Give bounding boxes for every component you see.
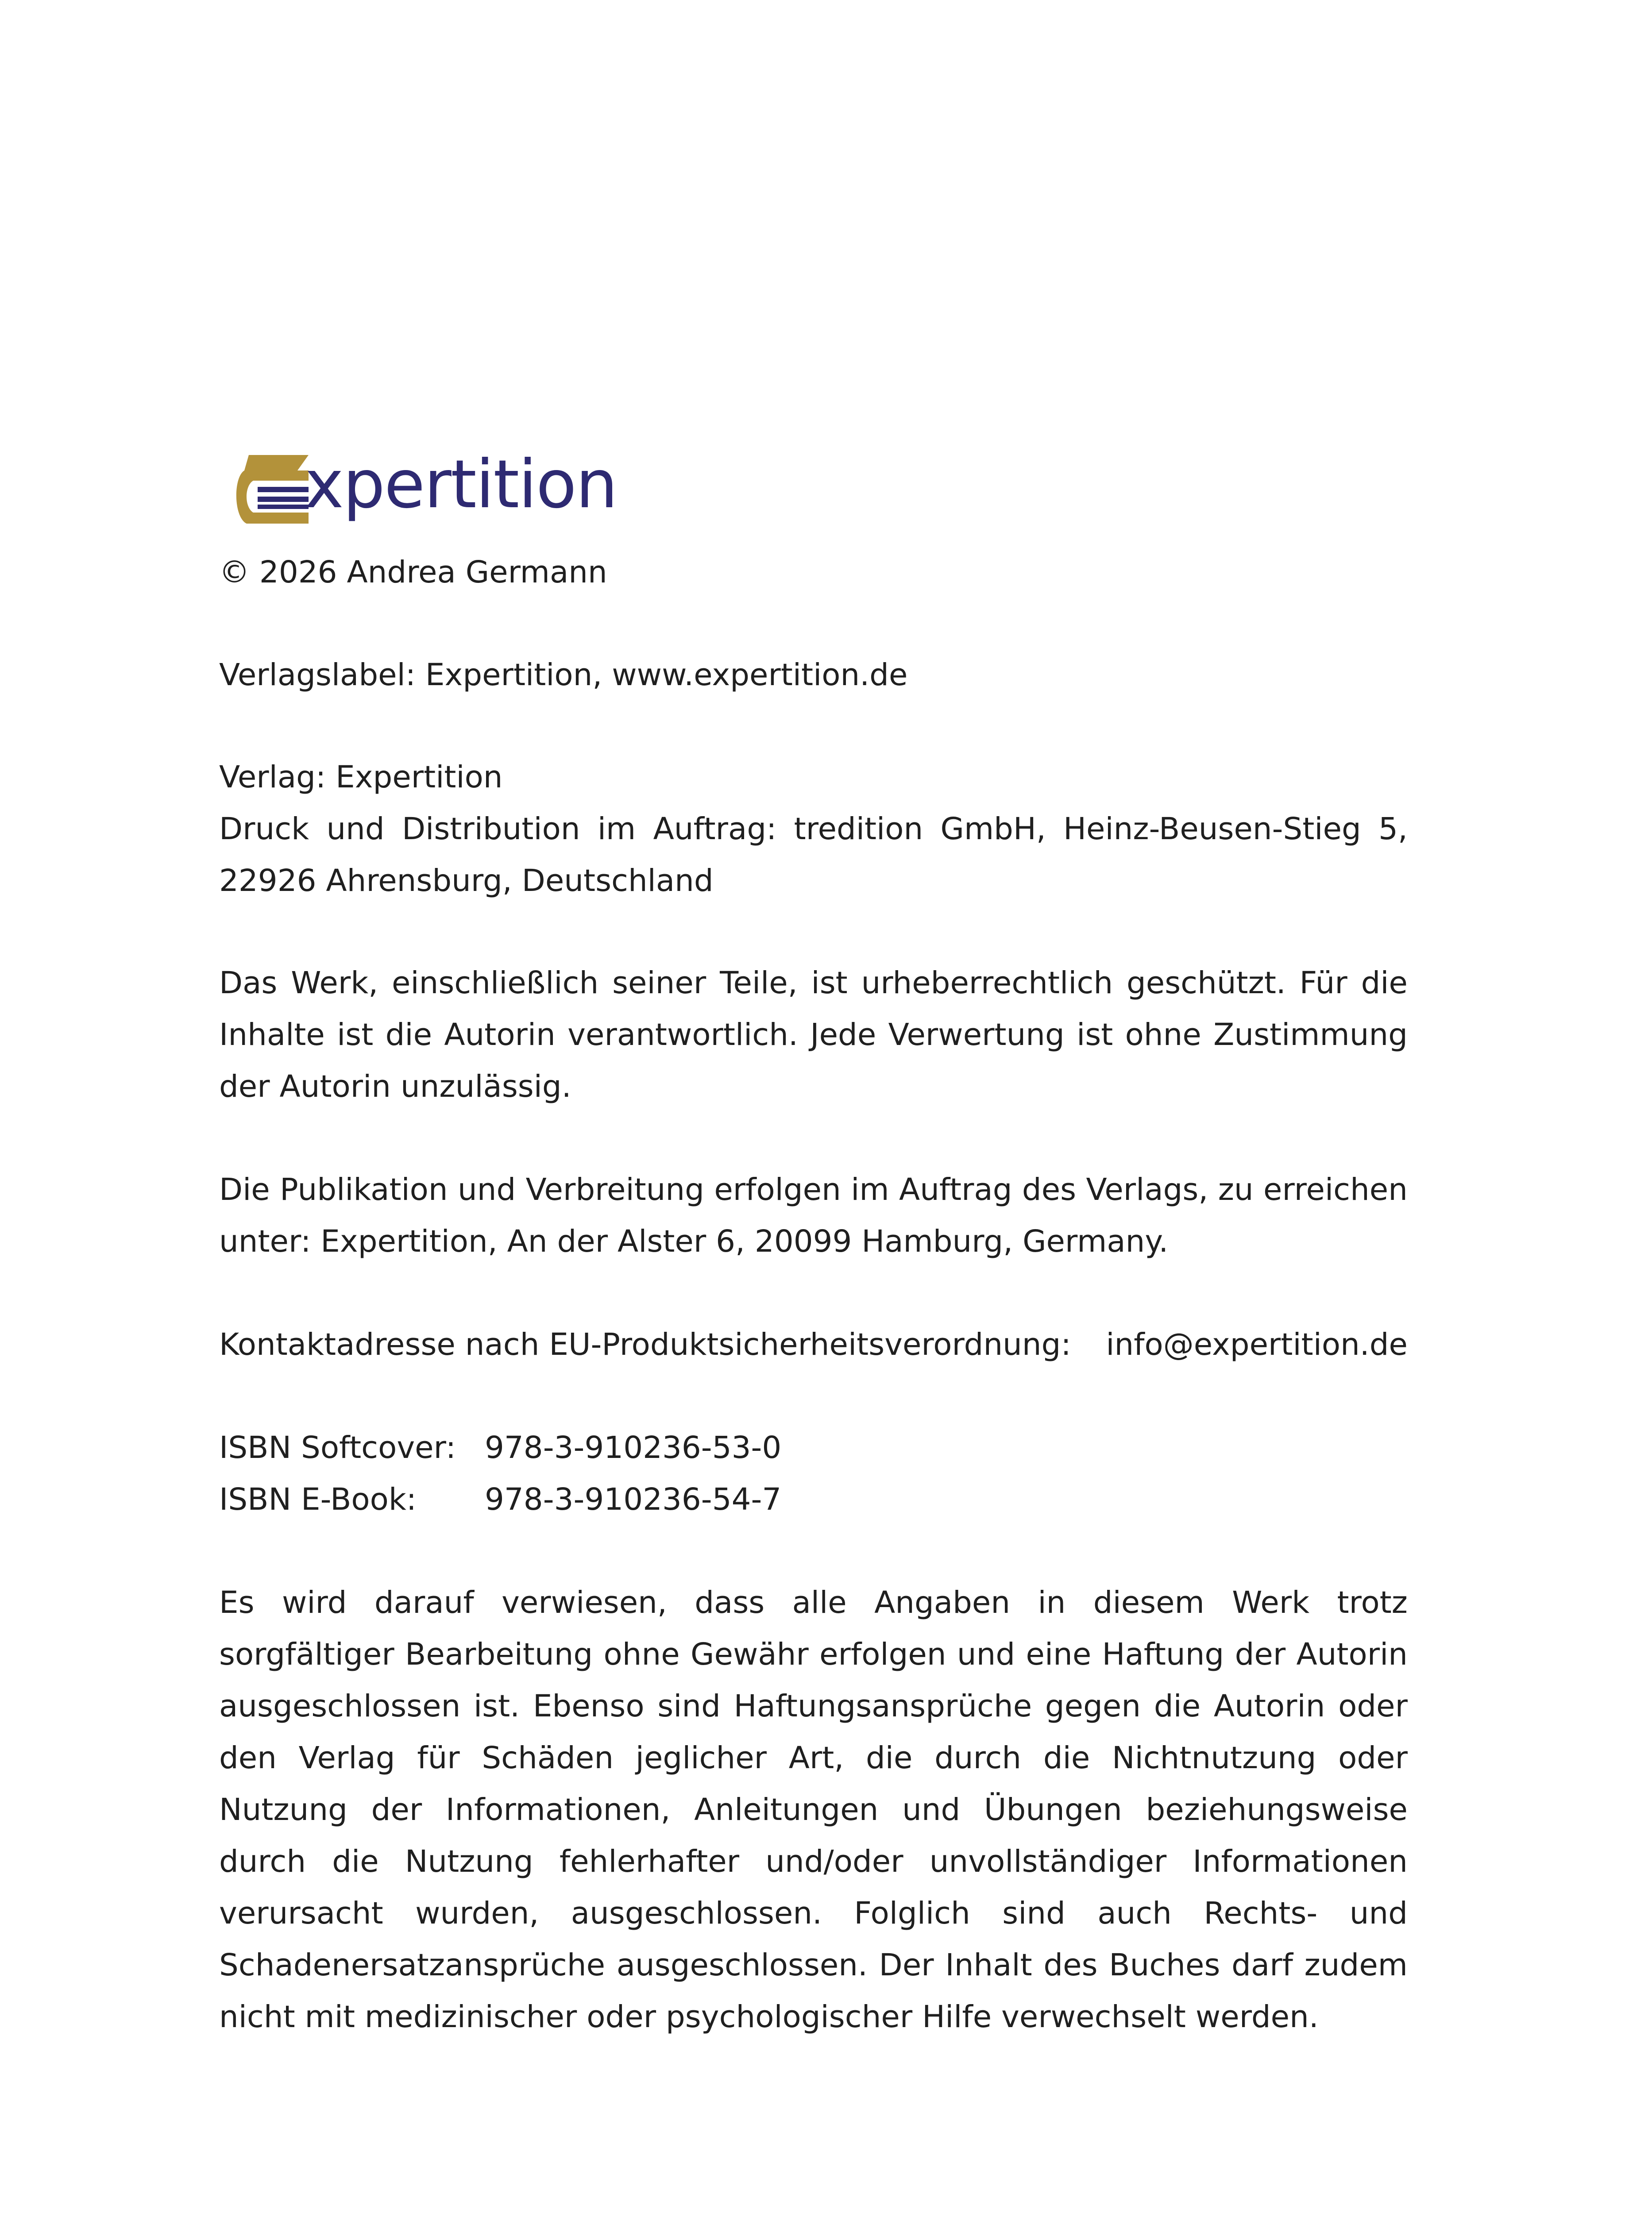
- address-line: 22926 Ahrensburg, Deutschland: [219, 863, 714, 898]
- isbn-value: 978-3-910236-54-7: [485, 1482, 782, 1517]
- publication-notice: Die Publikation und Verbreitung erfolgen im Auftrag des Verlags, zu erreichen unter: Expertition, An der Alster 6, 20099 Hamburg, Germany.: [219, 1172, 1408, 1259]
- copyright-line: © 2026 Andrea Germann: [219, 555, 607, 590]
- distribution-line: [219, 803, 1408, 855]
- contact-label: Kontaktadresse nach EU-Produktsicherheitsverordnung:: [219, 1327, 1071, 1362]
- publisher-label-line: Verlagslabel: Expertition, www.expertition.de: [219, 657, 908, 693]
- copyright-notice: Das Werk, einschließlich seiner Teile, ist urheberrechtlich geschützt. Für die Inhalte ist die Autorin verantwortlich. Jede Verwertung ist ohne Zustimmung der Autorin unzulässig.: [219, 965, 1408, 1104]
- contact-email: info@expertition.de: [1106, 1327, 1408, 1362]
- isbn-row-softcover: [219, 1422, 1408, 1474]
- disclaimer-paragraph: Es wird darauf verwiesen, dass alle Angaben in diesem Werk trotz sorgfältiger Bearbeitung ohne Gewähr erfolgen und eine Haftung der Autorin ausgeschlossen ist. Ebenso sind Haftungsansprüche gegen die Autorin oder den Verlag für Schäden jeglicher Art, die durch die Nichtnutzung oder Nutzung der Informationen, Anleitungen und Übungen beziehungsweise durch die Nutzung fehlerhafter und/oder unvollständiger Informationen verursacht wurden, ausgeschlossen. Folglich sind auch Rechts- und Schadenersatzansprüche ausgeschlossen. Der Inhalt des Buches darf zudem nicht mit medizinischer oder psychologischer Hilfe verwechselt werden.: [219, 1585, 1408, 2035]
- isbn-label: ISBN E-Book:: [219, 1482, 417, 1517]
- isbn-block: [219, 1422, 1408, 1526]
- publisher-line: Verlag: Expertition: [219, 760, 503, 795]
- publisher-logo: [231, 446, 617, 531]
- isbn-row-ebook: [219, 1474, 1408, 1526]
- logo-wordmark: xpertition: [305, 446, 617, 523]
- contact-line: [219, 1319, 1408, 1371]
- publisher-block: [219, 752, 1408, 907]
- isbn-label: ISBN Softcover:: [219, 1430, 456, 1465]
- book-e-logo-mark: [231, 451, 311, 526]
- distribution-text: Druck und Distribution im Auftrag: tredition GmbH, Heinz-Beusen-Stieg 5,: [219, 811, 1408, 847]
- isbn-value: 978-3-910236-53-0: [485, 1430, 782, 1465]
